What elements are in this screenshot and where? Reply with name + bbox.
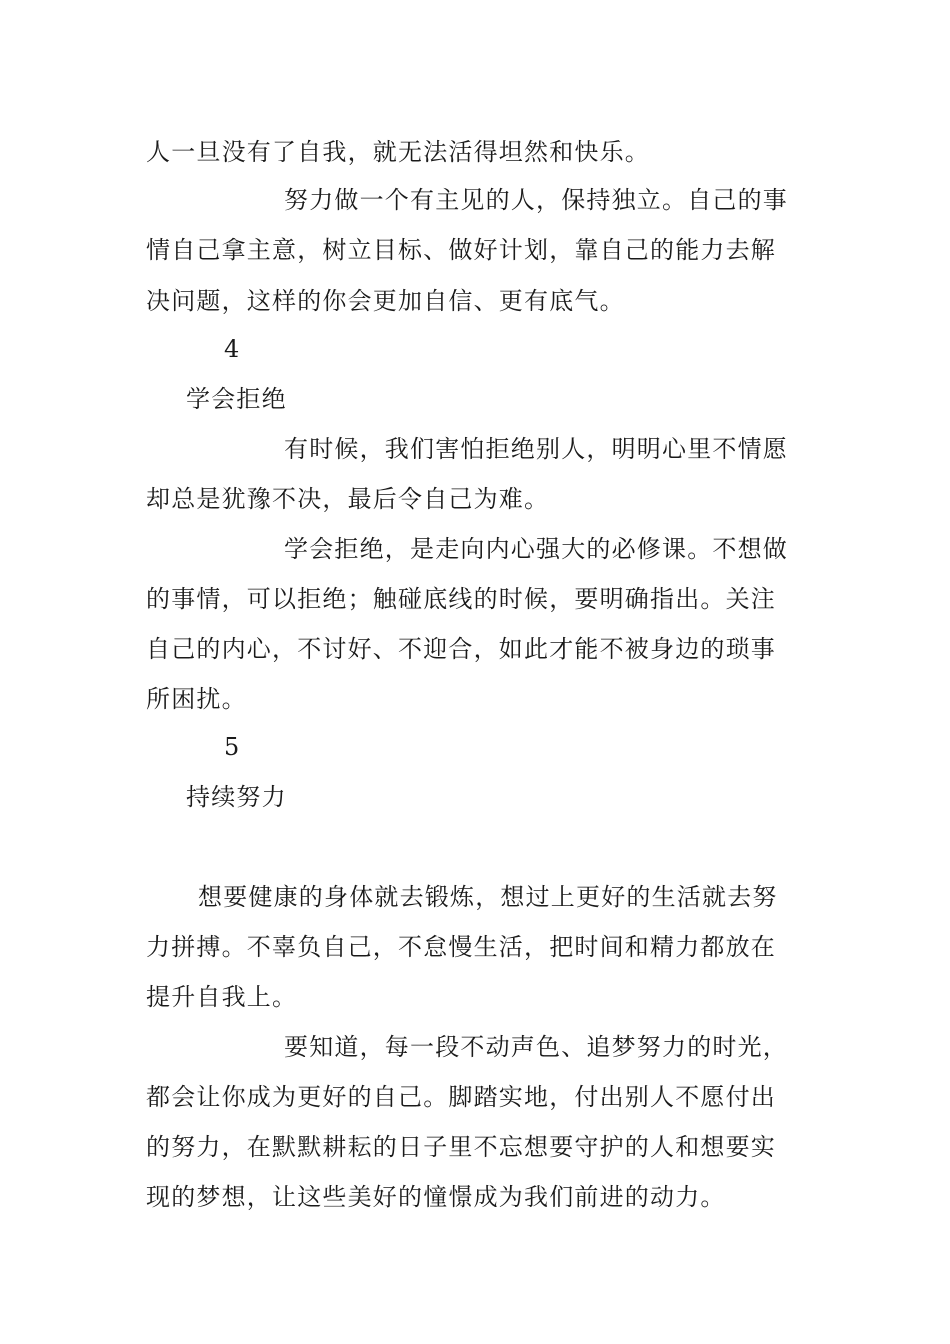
section-number: 4 [224, 335, 241, 363]
paragraph-line: 力拼搏。不辜负自己，不怠慢生活，把时间和精力都放在 [146, 933, 776, 961]
paragraph-line: 现的梦想，让这些美好的憧憬成为我们前进的动力。 [146, 1183, 726, 1211]
paragraph-line: 却总是犹豫不决，最后令自己为难。 [146, 485, 550, 513]
paragraph-line: 提升自我上。 [146, 983, 298, 1011]
paragraph-line: 想要健康的身体就去锻炼，想过上更好的生活就去努 [198, 883, 778, 911]
paragraph-line: 人一旦没有了自我，就无法活得坦然和快乐。 [146, 138, 650, 166]
paragraph-line: 情自己拿主意，树立目标、做好计划，靠自己的能力去解 [146, 236, 776, 264]
paragraph-line: 决问题，这样的你会更加自信、更有底气。 [146, 287, 625, 315]
paragraph-line: 的努力，在默默耕耘的日子里不忘想要守护的人和想要实 [146, 1133, 776, 1161]
paragraph-line: 有时候，我们害怕拒绝别人，明明心里不情愿 [284, 435, 788, 463]
section-heading: 持续努力 [186, 783, 287, 811]
paragraph-line: 学会拒绝，是走向内心强大的必修课。不想做 [284, 535, 788, 563]
paragraph-line: 努力做一个有主见的人，保持独立。自己的事 [284, 186, 788, 214]
paragraph-line: 都会让你成为更好的自己。脚踏实地，付出别人不愿付出 [146, 1083, 776, 1111]
paragraph-line: 要知道，每一段不动声色、追梦努力的时光， [284, 1033, 788, 1061]
paragraph-line: 所困扰。 [146, 685, 247, 713]
section-number: 5 [224, 733, 241, 761]
paragraph-line: 的事情，可以拒绝；触碰底线的时候，要明确指出。关注 [146, 585, 776, 613]
paragraph-line: 自己的内心，不讨好、不迎合，如此才能不被身边的琐事 [146, 635, 776, 663]
section-heading: 学会拒绝 [186, 385, 287, 413]
